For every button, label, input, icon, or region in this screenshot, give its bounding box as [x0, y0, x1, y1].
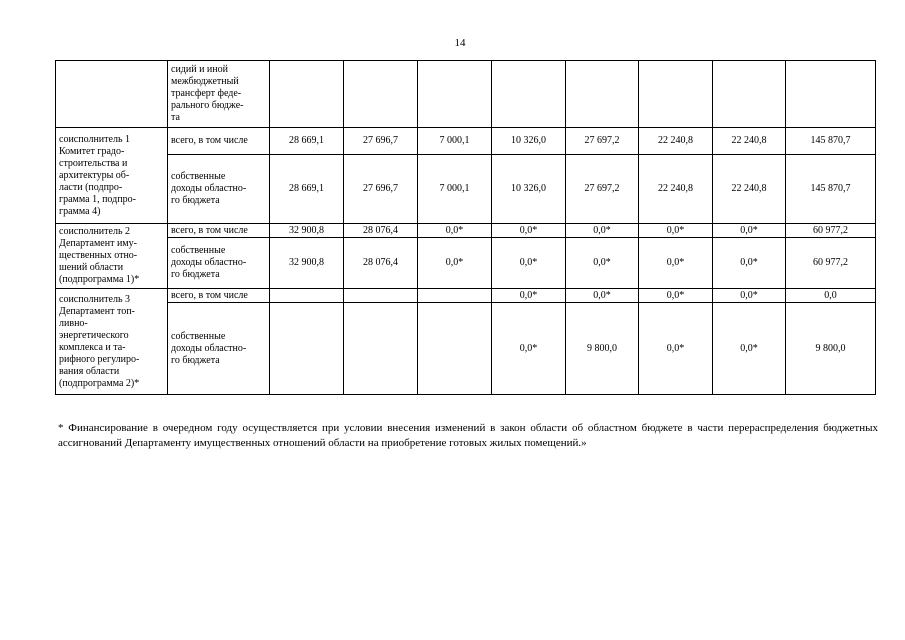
- page-number: 14: [454, 37, 466, 49]
- value-cell: [566, 61, 639, 128]
- value-cell: 22 240,8: [713, 128, 786, 155]
- source-label: всего, в том числе: [171, 289, 248, 301]
- value-cell: 28 669,1: [270, 128, 344, 155]
- value-cell: 0,0*: [639, 289, 713, 303]
- value-cell: 0,0*: [639, 224, 713, 238]
- value-cell: 0,0*: [492, 238, 566, 289]
- value-cell: [418, 61, 492, 128]
- value-cell: 0,0*: [639, 303, 713, 395]
- budget-table: [55, 60, 876, 395]
- value-cell: 0,0*: [566, 289, 639, 303]
- value-cell: 0,0*: [639, 238, 713, 289]
- value-cell: 145 870,7: [786, 155, 876, 224]
- value-cell: 0,0*: [713, 238, 786, 289]
- value-cell: 0,0*: [418, 238, 492, 289]
- value-cell: 0,0*: [492, 224, 566, 238]
- source-label: собственные доходы областно- го бюджета: [171, 245, 247, 280]
- value-cell: 27 697,2: [566, 155, 639, 224]
- value-cell: 0,0*: [492, 303, 566, 395]
- value-cell: 0,0*: [418, 224, 492, 238]
- source-label: всего, в том числе: [171, 135, 248, 146]
- source-label: собственные доходы областно- го бюджета: [171, 171, 247, 206]
- table-row: [56, 224, 876, 238]
- executor-cell: [56, 224, 168, 289]
- executor-label: соисполнитель 2 Департамент иму- щественных отно- шений области (подпрограмма 1)*: [59, 226, 140, 285]
- value-cell: [418, 303, 492, 395]
- value-cell: 27 696,7: [344, 155, 418, 224]
- table-row: [56, 61, 876, 128]
- value-cell: 0,0*: [566, 238, 639, 289]
- executor-cell: [56, 289, 168, 395]
- value-cell: 10 326,0: [492, 155, 566, 224]
- table-row: [56, 155, 876, 224]
- table-row: [56, 289, 876, 303]
- value-cell: [492, 61, 566, 128]
- value-cell: 0,0*: [713, 289, 786, 303]
- value-cell: [344, 61, 418, 128]
- value-cell: 7 000,1: [418, 155, 492, 224]
- source-cell: [168, 61, 270, 128]
- source-label: всего, в том числе: [171, 224, 248, 236]
- value-cell: [713, 61, 786, 128]
- value-cell: [270, 61, 344, 128]
- value-cell: 32 900,8: [270, 238, 344, 289]
- value-cell: [344, 289, 418, 303]
- value-cell: 22 240,8: [639, 155, 713, 224]
- value-cell: 28 669,1: [270, 155, 344, 224]
- value-cell: [786, 61, 876, 128]
- source-cell: [168, 155, 270, 224]
- value-cell: 9 800,0: [566, 303, 639, 395]
- value-cell: 28 076,4: [344, 224, 418, 238]
- footnote: * Финансирование в очередном году осуществляется при условии внесения изменений в закон области об областном бюджете в части перераспределения бюджетных ассигнований Департаменту имущественных отношений области на приобретение готовых жилых помещений.»: [58, 422, 878, 449]
- value-cell: 145 870,7: [786, 128, 876, 155]
- executor-label: соисполнитель 3 Департамент топ- ливно- энергетического комплекса и та- рифного регулиро- вания области (подпрограмма 2)*: [59, 293, 140, 389]
- source-cell: [168, 224, 270, 238]
- value-cell: 60 977,2: [786, 238, 876, 289]
- value-cell: [270, 289, 344, 303]
- value-cell: 0,0*: [713, 303, 786, 395]
- value-cell: [639, 61, 713, 128]
- value-cell: 60 977,2: [786, 224, 876, 238]
- source-cell: [168, 289, 270, 303]
- value-cell: 0,0*: [566, 224, 639, 238]
- source-cell: [168, 303, 270, 395]
- value-cell: 0,0*: [492, 289, 566, 303]
- source-label: сидий и иной межбюджетный трансферт феде- рального бюдже- та: [171, 64, 244, 123]
- value-cell: 22 240,8: [713, 155, 786, 224]
- table-row: [56, 303, 876, 395]
- value-cell: 7 000,1: [418, 128, 492, 155]
- value-cell: [418, 289, 492, 303]
- table-row: [56, 238, 876, 289]
- executor-cell: [56, 61, 168, 128]
- value-cell: [270, 303, 344, 395]
- value-cell: 10 326,0: [492, 128, 566, 155]
- value-cell: 32 900,8: [270, 224, 344, 238]
- source-label: собственные доходы областно- го бюджета: [171, 330, 247, 366]
- value-cell: 22 240,8: [639, 128, 713, 155]
- value-cell: 0,0: [786, 289, 876, 303]
- value-cell: 27 696,7: [344, 128, 418, 155]
- executor-cell: [56, 128, 168, 224]
- source-cell: [168, 128, 270, 155]
- value-cell: 0,0*: [713, 224, 786, 238]
- value-cell: [344, 303, 418, 395]
- value-cell: 9 800,0: [786, 303, 876, 395]
- executor-label: соисполнитель 1 Комитет градо- строительства и архитектуры об- ласти (подпро- грамма 1, подпро- грамма 4): [59, 133, 136, 217]
- value-cell: 27 697,2: [566, 128, 639, 155]
- table-row: [56, 128, 876, 155]
- source-cell: [168, 238, 270, 289]
- value-cell: 28 076,4: [344, 238, 418, 289]
